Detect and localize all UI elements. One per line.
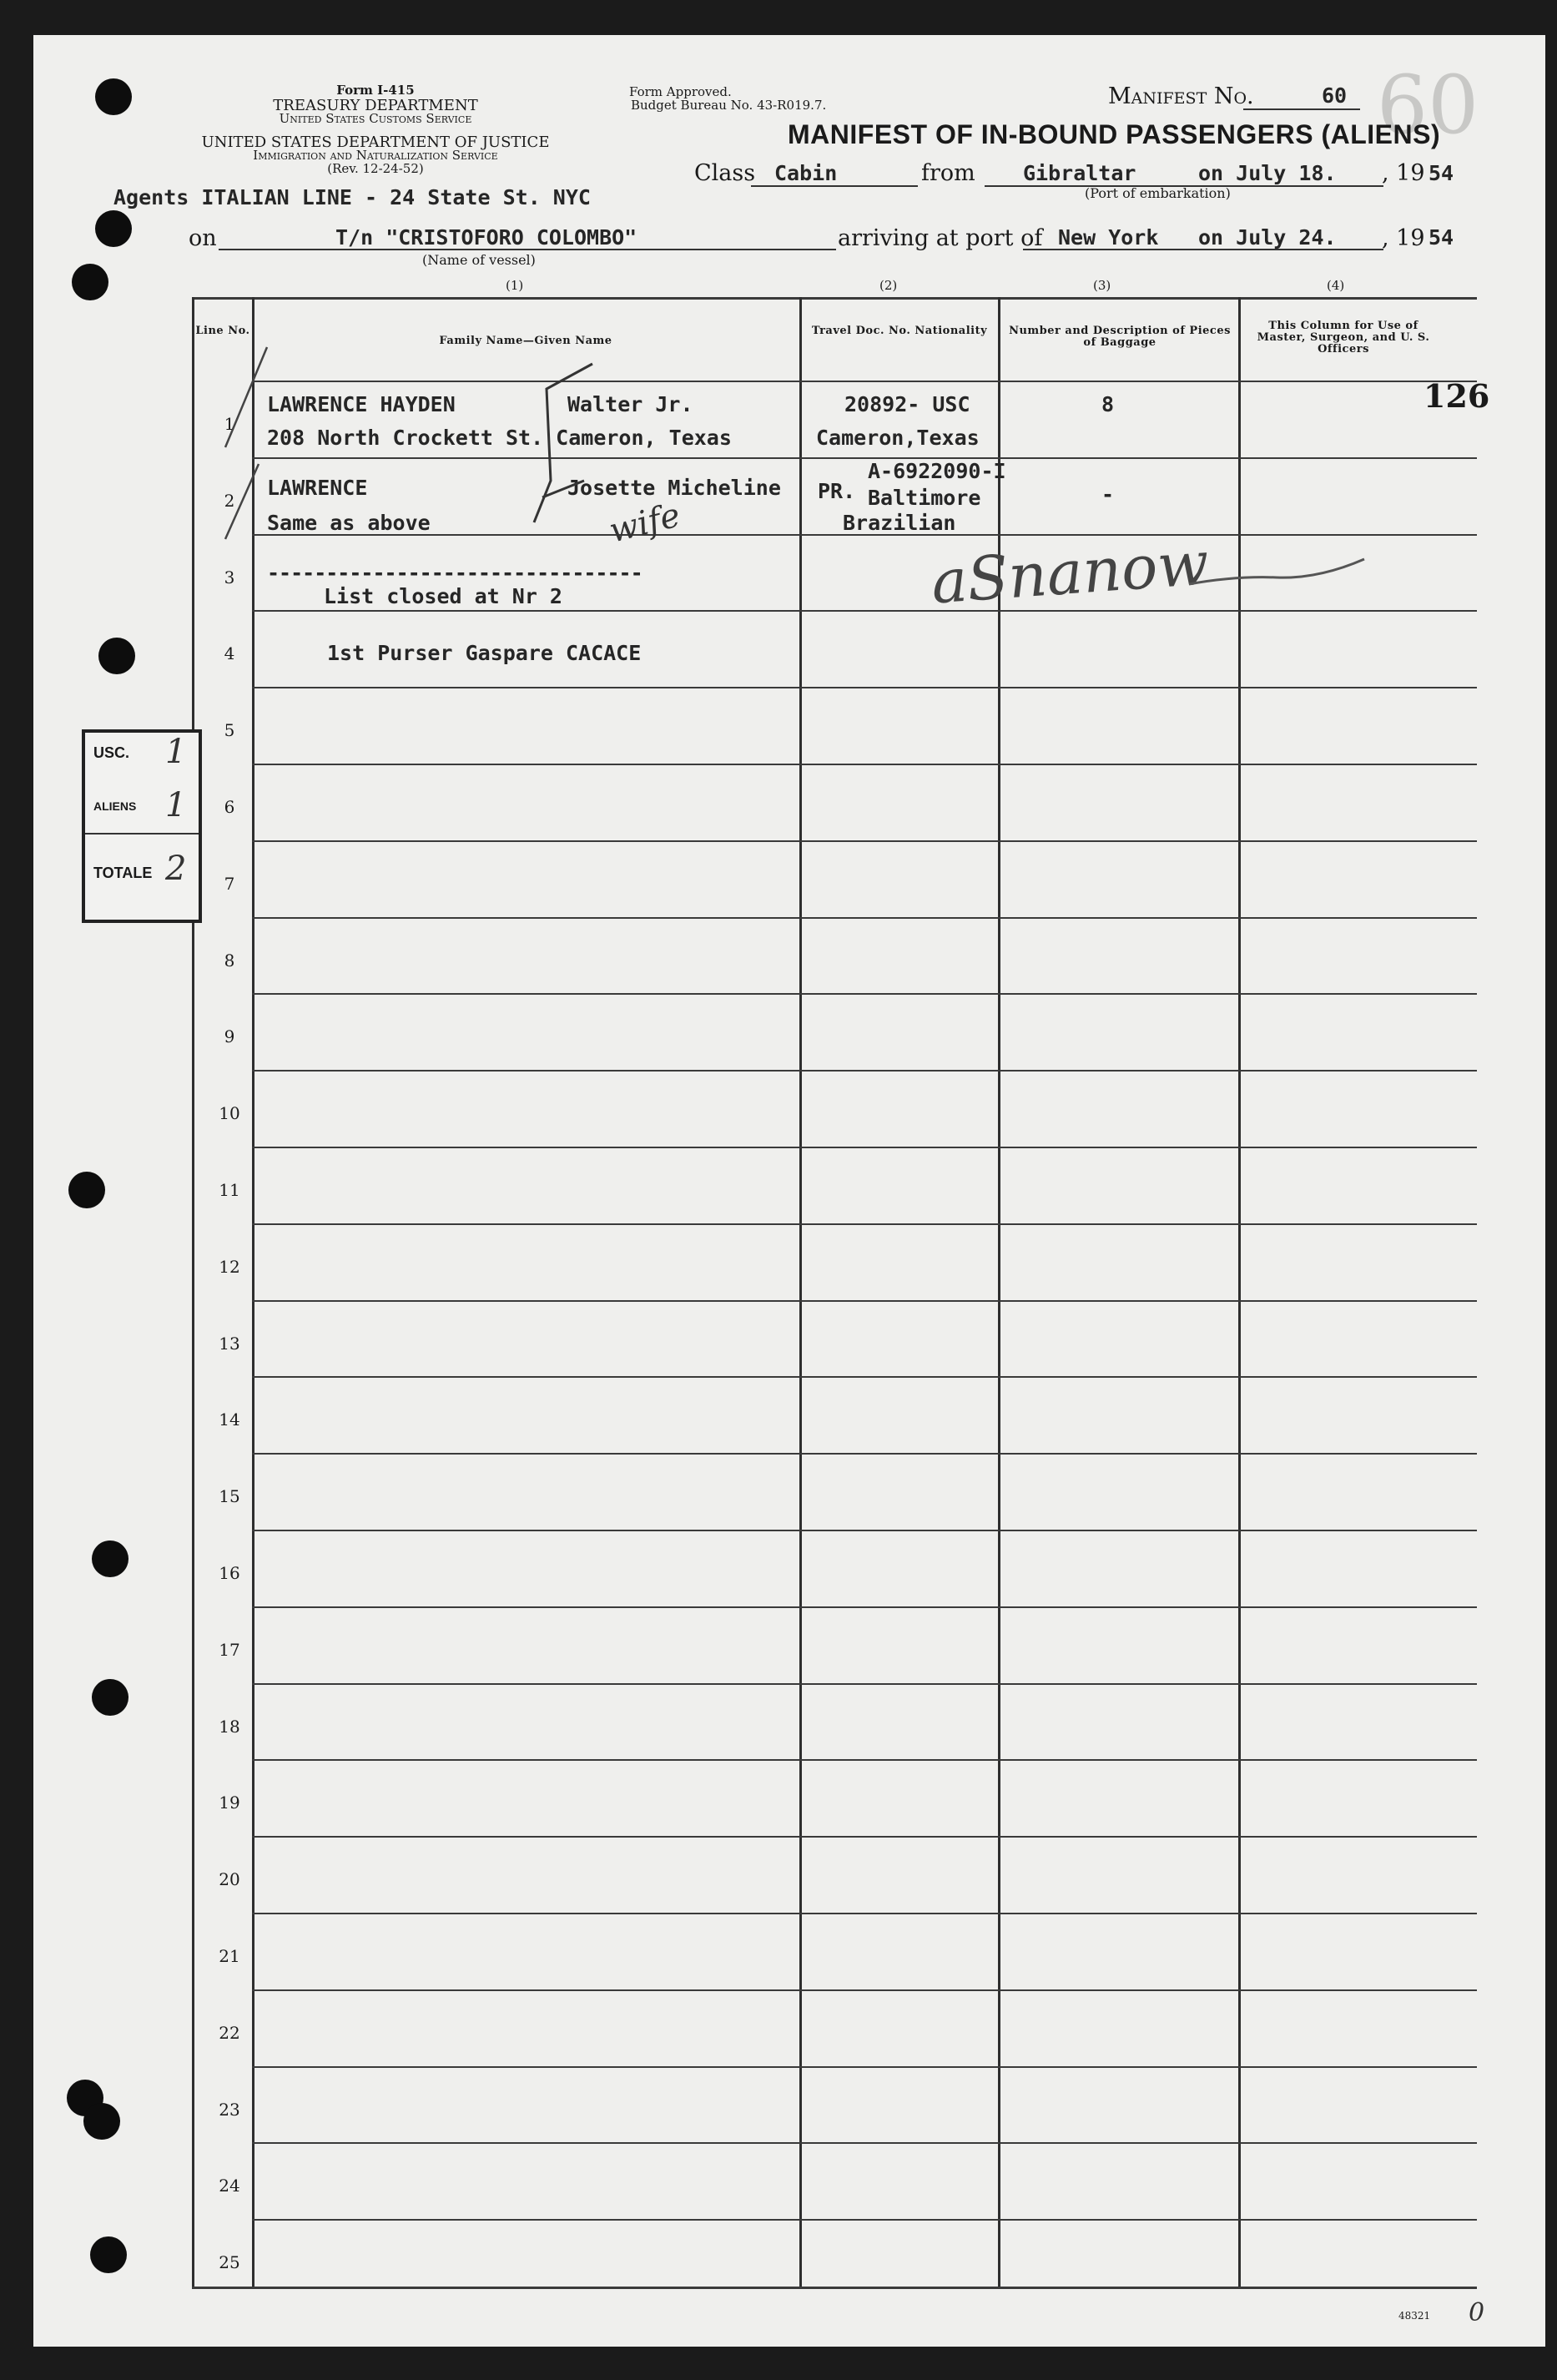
- row-rule: [252, 1376, 1477, 1378]
- p2-doc-prefix: PR.: [818, 479, 856, 503]
- row-number: 2: [224, 490, 235, 511]
- row-number: 10: [219, 1103, 240, 1124]
- row-rule: [252, 1836, 1477, 1838]
- row-number: 3: [224, 567, 235, 587]
- col-num-2: (2): [879, 278, 898, 293]
- tally-aliens-label: ALIENS: [93, 799, 137, 813]
- p1-baggage: 8: [1101, 392, 1115, 416]
- header-bottom-rule: [252, 381, 1477, 382]
- p1-address: 208 North Crockett St. Cameron, Texas: [267, 426, 732, 450]
- tally-total-label: TOTALE: [93, 865, 153, 881]
- row-number: 14: [219, 1409, 240, 1430]
- row-rule: [252, 1989, 1477, 1991]
- row-rule: [252, 610, 1477, 612]
- p1-officer-number: 126: [1423, 377, 1490, 415]
- row-rule: [252, 2142, 1477, 2144]
- row-number: 22: [219, 2022, 240, 2043]
- corner-mark: 0: [1469, 2298, 1485, 2327]
- p1-given-name: Walter Jr.: [567, 392, 693, 416]
- form-id: Form I-415: [336, 83, 415, 98]
- ins-service: Immigration and Naturalization Service: [253, 148, 498, 163]
- revision: (Rev. 12-24-52): [327, 161, 424, 176]
- row-rule: [252, 687, 1477, 688]
- manifest-no-label: Manifest No.: [1108, 83, 1254, 109]
- p2-travel-doc: A-6922090-I: [868, 459, 1006, 483]
- page-title: MANIFEST OF IN-BOUND PASSENGERS (ALIENS): [788, 119, 1441, 149]
- vessel-name: T/n "CRISTOFORO COLOMBO": [335, 225, 637, 250]
- p2-address: Same as above: [267, 511, 431, 535]
- row-number: 5: [224, 720, 235, 741]
- punch-hole: [90, 2236, 127, 2273]
- print-code: 48321: [1398, 2310, 1431, 2322]
- purser-line: 1st Purser Gaspare CACACE: [327, 641, 642, 665]
- row-number: 7: [224, 873, 235, 894]
- row-number: 4: [224, 643, 235, 664]
- from-date: on July 18.: [1198, 161, 1337, 185]
- p2-baggage: -: [1101, 482, 1115, 507]
- col-header-line-no: Line No.: [195, 325, 250, 337]
- budget-bureau: Budget Bureau No. 43-R019.7.: [631, 98, 827, 113]
- punch-hole: [92, 1540, 128, 1577]
- row-number: 8: [224, 950, 235, 971]
- form-approved: Form Approved.: [629, 84, 732, 99]
- p1-travel-doc: 20892- USC: [844, 392, 970, 416]
- manifest-no-handwritten: 60: [1377, 58, 1479, 152]
- row-rule: [252, 764, 1477, 765]
- punch-hole: [92, 1679, 128, 1716]
- p2-place: Baltimore: [868, 486, 981, 510]
- row-number: 1: [224, 413, 235, 434]
- class-value: Cabin: [774, 161, 838, 185]
- punch-hole: [95, 78, 132, 115]
- row-number: 12: [219, 1256, 240, 1277]
- row-number: 13: [219, 1333, 240, 1354]
- col-header-travel-doc: Travel Doc. No. Nationality: [811, 325, 988, 337]
- punch-hole: [95, 210, 132, 247]
- row-rule: [252, 917, 1477, 919]
- row-rule: [252, 1223, 1477, 1225]
- col-num-4: (4): [1327, 278, 1345, 293]
- arriving-label: arriving at port of: [838, 225, 1043, 251]
- tally-usc-value: 1: [165, 733, 187, 771]
- col-num-1: (1): [506, 278, 524, 293]
- row-rule: [252, 1453, 1477, 1455]
- class-label: Class: [694, 160, 756, 186]
- row-rule: [252, 1913, 1477, 1914]
- col-num-3: (3): [1093, 278, 1111, 293]
- dashed-separator: --------------------------------: [267, 561, 642, 585]
- p2-handwritten-mark: wife: [605, 496, 684, 551]
- p1-nationality: Cameron,Texas: [816, 426, 980, 450]
- row-number: 11: [219, 1179, 240, 1200]
- arrival-date: on July 24.: [1198, 225, 1337, 250]
- punch-hole: [83, 2103, 120, 2140]
- year-prefix-1: , 19: [1382, 160, 1425, 186]
- row-number: 25: [219, 2252, 240, 2273]
- col-header-baggage: Number and Description of Pieces of Baggage: [1009, 325, 1231, 349]
- vessel-note: (Name of vessel): [422, 252, 536, 268]
- row-rule: [252, 1300, 1477, 1302]
- p2-given-name: Josette Micheline: [567, 476, 781, 500]
- bracket-marks: [517, 355, 601, 531]
- row-number: 9: [224, 1026, 235, 1047]
- year-prefix-2: , 19: [1382, 225, 1425, 251]
- row-number: 19: [219, 1793, 240, 1813]
- row-number: 24: [219, 2176, 240, 2196]
- row-rule: [252, 1759, 1477, 1761]
- row-rule: [252, 457, 1477, 459]
- row-rule: [252, 1683, 1477, 1685]
- list-closed: List closed at Nr 2: [324, 584, 562, 608]
- row-number: 15: [219, 1486, 240, 1507]
- p2-family-name: LAWRENCE: [267, 476, 368, 500]
- tally-total-value: 2: [165, 850, 187, 888]
- row-rule: [252, 1606, 1477, 1608]
- arrival-port: New York: [1058, 225, 1159, 250]
- row-number: 21: [219, 1945, 240, 1966]
- manifest-no-value: 60: [1322, 83, 1348, 108]
- row-number: 17: [219, 1639, 240, 1660]
- agents-line: Agents ITALIAN LINE - 24 State St. NYC: [113, 185, 591, 209]
- year-2: 54: [1429, 225, 1454, 250]
- punch-hole: [72, 264, 108, 300]
- tally-box: [82, 729, 202, 923]
- row-number: 18: [219, 1716, 240, 1737]
- signature-flourish: [1185, 551, 1368, 601]
- tally-usc-label: USC.: [93, 744, 130, 761]
- customs-service: United States Customs Service: [279, 111, 472, 126]
- row-number: 23: [219, 2099, 240, 2120]
- col-header-name: Family Name—Given Name: [439, 335, 612, 347]
- from-value: Gibraltar: [1023, 161, 1136, 185]
- punch-hole: [68, 1172, 105, 1208]
- year-1: 54: [1429, 161, 1454, 185]
- row-rule: [252, 1070, 1477, 1072]
- row-rule: [252, 993, 1477, 995]
- row-number: 20: [219, 1869, 240, 1890]
- on-label: on: [189, 225, 217, 251]
- officer-signature: aSnanow: [929, 527, 1212, 618]
- from-label: from: [921, 160, 975, 186]
- punch-hole: [98, 638, 135, 674]
- row-rule: [252, 1147, 1477, 1148]
- check-marks: [209, 330, 342, 547]
- row-rule: [252, 840, 1477, 842]
- p2-nationality: Brazilian: [843, 511, 956, 535]
- row-number: 6: [224, 796, 235, 817]
- row-rule: [252, 2219, 1477, 2221]
- col-header-officers: This Column for Use of Master, Surgeon, and U. S. Officers: [1257, 320, 1430, 355]
- row-number: 16: [219, 1562, 240, 1583]
- p1-family-name: LAWRENCE HAYDEN: [267, 392, 456, 416]
- row-rule: [252, 2066, 1477, 2068]
- treasury-dept: TREASURY DEPARTMENT: [273, 97, 478, 114]
- port-note: (Port of embarkation): [1085, 185, 1231, 201]
- tally-aliens-value: 1: [165, 786, 187, 824]
- justice-dept: UNITED STATES DEPARTMENT OF JUSTICE: [201, 134, 550, 151]
- row-rule: [252, 1530, 1477, 1531]
